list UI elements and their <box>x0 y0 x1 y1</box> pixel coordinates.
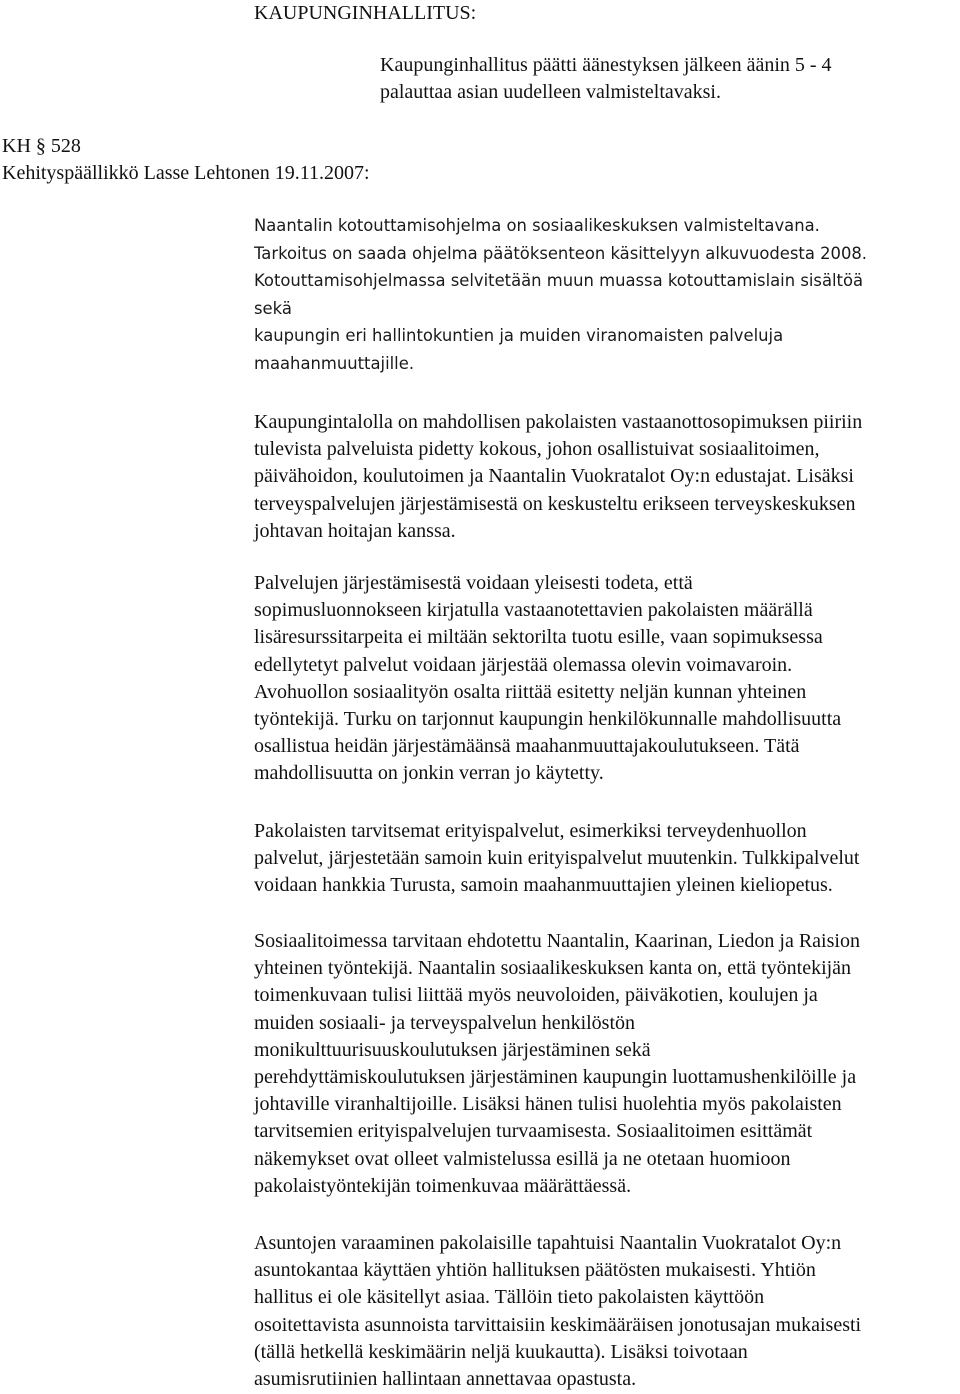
paragraph-line: näkemykset ovat olleet valmistelussa esillä ja ne otetaan huomioon <box>254 1147 791 1170</box>
intro-line: kaupungin eri hallintokuntien ja muiden viranomaisten palveluja <box>254 326 784 346</box>
decision-text <box>380 52 832 106</box>
paragraph-line: asuntokantaa käyttäen yhtiön hallituksen päätösten mukaisesti. Yhtiön <box>254 1259 816 1282</box>
intro-line: Tarkoitus on saada ohjelma päätöksenteon käsittelyyn alkuvuodesta 2008. <box>254 243 868 263</box>
paragraph-line: toimenkuvaan tulisi liittää myös neuvoloiden, päiväkotien, koulujen ja <box>254 984 818 1007</box>
paragraph-line: asumisrutiinien hallintaan annettavaa opastusta. <box>254 1368 637 1391</box>
paragraph-line: muiden sosiaali- ja terveyspalvelun henkilöstön <box>254 1011 636 1034</box>
paragraph-line: pakolaistyöntekijän toimenkuvaa määrättäessä. <box>254 1174 632 1197</box>
intro-line: Naantalin kotouttamisohjelma on sosiaalikeskuksen valmisteltavana. <box>254 216 820 235</box>
paragraph-line: yhteinen työntekijä. Naantalin sosiaalikeskuksen kanta on, että työntekijän <box>254 957 852 980</box>
intro-line: maahanmuuttajille. <box>254 353 415 373</box>
decision-line: Kaupunginhallitus päätti äänestyksen jälkeen äänin 5 - 4 <box>380 54 832 76</box>
paragraph-line: Asuntojen varaaminen pakolaisille tapahtuisi Naantalin Vuokratalot Oy:n <box>254 1232 842 1254</box>
paragraph-line: tarvitsemien erityispalvelujen turvaamisesta. Sosiaalitoimen esittämät <box>254 1120 813 1143</box>
paragraph-housing <box>254 1230 861 1393</box>
decision-line: palauttaa asian uudelleen valmisteltavaksi. <box>380 81 721 103</box>
paragraph-line: päivähoidon, koulutoimen ja Naantalin Vuokratalot Oy:n edustajat. Lisäksi <box>254 465 854 488</box>
paragraph-social-services <box>254 928 860 1200</box>
paragraph-line: Avohuollon sosiaalityön osalta riittää esitetty neljän kunnan yhteinen <box>254 680 807 703</box>
paragraph-line: johtaville viranhaltijoille. Lisäksi hänen tulisi huolehtia myös pakolaisten <box>254 1093 842 1116</box>
paragraph-line: perehdyttämiskoulutuksen järjestäminen kaupungin luottamushenkilöille ja <box>254 1066 857 1089</box>
kh-presenter: Kehityspäällikkö Lasse Lehtonen 19.11.2007: <box>2 162 370 184</box>
paragraph-line: monikulttuurisuuskoulutuksen järjestäminen sekä <box>254 1038 651 1061</box>
paragraph-line: tulevista palveluista pidetty kokous, johon osallistuivat sosiaalitoimen, <box>254 438 820 461</box>
intro-paragraph <box>254 212 867 378</box>
paragraph-line: terveyspalvelujen järjestämisestä on keskusteltu erikseen terveyskeskuksen <box>254 492 856 515</box>
paragraph-line: johtavan hoitajan kanssa. <box>254 519 456 542</box>
kh-reference <box>2 133 370 187</box>
paragraph-line: osoitettavista asunnoista tarvittaisiin keskimääräisen jonotusajan mukaisesti <box>254 1313 862 1336</box>
paragraph-line: edellytetyt palvelut voidaan järjestää olemassa olevin voimavaroin. <box>254 653 793 676</box>
section-heading: KAUPUNGINHALLITUS: <box>254 2 477 24</box>
paragraph-line: palvelut, järjestetään samoin kuin erityispalvelut muutenkin. Tulkkipalvelut <box>254 847 860 870</box>
paragraph-line: Palvelujen järjestämisestä voidaan yleisesti todeta, että <box>254 572 693 594</box>
paragraph-line: Pakolaisten tarvitsemat erityispalvelut, esimerkiksi terveydenhuollon <box>254 820 807 842</box>
paragraph-services <box>254 570 841 788</box>
paragraph-special-services <box>254 818 859 900</box>
intro-line: Kotouttamisohjelmassa selvitetään muun muassa kotouttamislain sisältöä <box>254 271 864 291</box>
paragraph-line: mahdollisuutta on jonkin verran jo käytetty. <box>254 762 604 785</box>
paragraph-line: lisäresurssitarpeita ei miltään sektorilta tuotu esille, vaan sopimuksessa <box>254 626 823 649</box>
paragraph-line: työntekijä. Turku on tarjonnut kaupungin henkilökunnalle mahdollisuutta <box>254 708 842 731</box>
paragraph-line: Kaupungintalolla on mahdollisen pakolaisten vastaanottosopimuksen piiriin <box>254 411 863 433</box>
paragraph-line: osallistua heidän järjestämäänsä maahanmuuttajakoulutukseen. Tätä <box>254 735 800 758</box>
intro-line: sekä <box>254 298 292 318</box>
paragraph-meeting <box>254 409 862 545</box>
paragraph-line: voidaan hankkia Turusta, samoin maahanmuuttajien yleinen kieliopetus. <box>254 874 833 897</box>
kh-number: KH § 528 <box>2 135 81 157</box>
paragraph-line: hallitus ei ole käsitellyt asiaa. Tällöin tieto pakolaisten käyttöön <box>254 1286 765 1309</box>
paragraph-line: (tällä hetkellä keskimäärin neljä kuukautta). Lisäksi toivotaan <box>254 1340 748 1363</box>
paragraph-line: Sosiaalitoimessa tarvitaan ehdotettu Naantalin, Kaarinan, Liedon ja Raision <box>254 930 860 952</box>
paragraph-line: sopimusluonnokseen kirjatulla vastaanotettavien pakolaisten määrällä <box>254 599 813 622</box>
